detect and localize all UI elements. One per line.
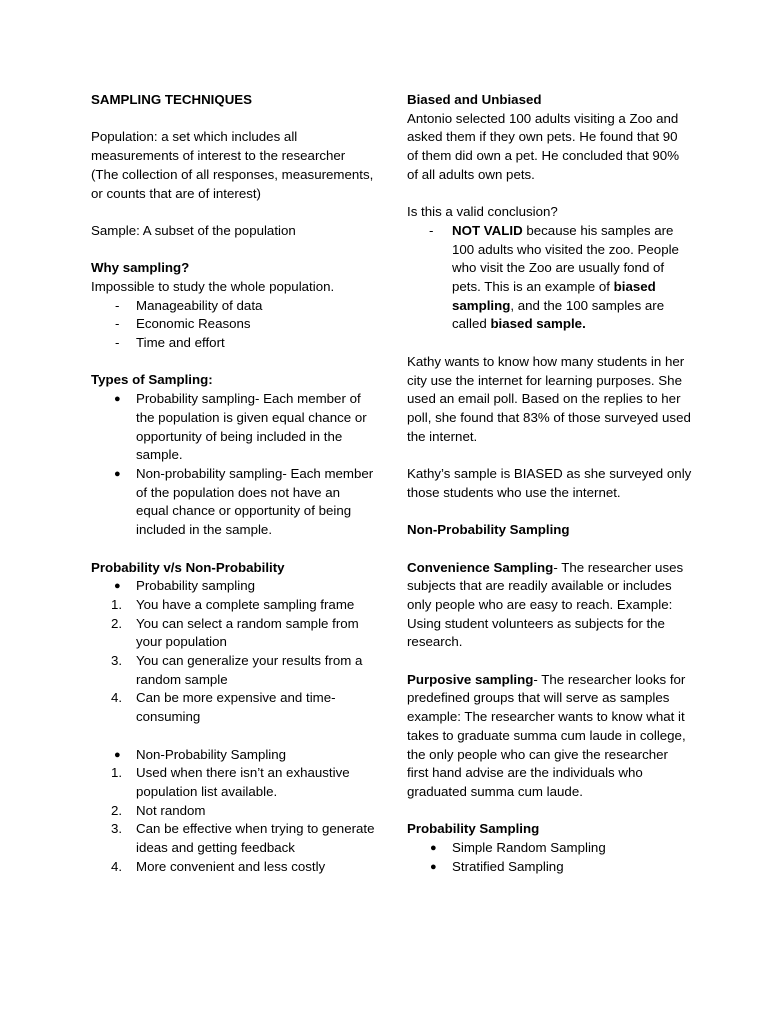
- number-marker: 2.: [111, 615, 123, 631]
- list-item-text: Economic Reasons: [136, 316, 251, 332]
- purposive-paragraph: [407, 671, 692, 708]
- why-sampling-heading: Why sampling?: [91, 260, 190, 276]
- list-item-text: Manageability of data: [136, 297, 263, 313]
- convenience-term: Convenience Sampling: [407, 559, 554, 575]
- why-sampling-text: Impossible to study the whole population.: [91, 278, 335, 294]
- number-marker: 3.: [111, 821, 123, 837]
- dash-marker: -: [115, 316, 120, 332]
- bullet-icon: ●: [430, 860, 437, 873]
- list-item-text: Non-probability sampling- Each member of the population does not have an equal chance or opportunity of being included in the sample.: [136, 466, 374, 538]
- list-item: [407, 839, 692, 858]
- comparison-heading: Probability v/s Non-Probability: [91, 559, 285, 575]
- number-marker: 3.: [111, 653, 123, 669]
- list-item-text: You have a complete sampling frame: [136, 596, 355, 612]
- biased-sampling-term: biased sampling: [452, 279, 656, 313]
- list-item-text: Probability sampling- Each member of the population is given equal chance or opportunity of being included in the sample.: [136, 391, 367, 463]
- list-item: [91, 596, 376, 615]
- probability-heading: Probability Sampling: [407, 821, 540, 837]
- types-heading: Types of Sampling:: [91, 372, 213, 388]
- list-item: [91, 390, 376, 465]
- kathy-paragraph: Kathy wants to know how many students in her city use the internet for learning purposes. She used an email poll. Based on the replies to her poll, she found that 83% of those surveyed used the internet.: [407, 353, 691, 444]
- number-marker: 1.: [111, 596, 123, 612]
- list-item-text: Can be effective when trying to generate ideas and getting feedback: [136, 821, 375, 856]
- number-marker: 1.: [111, 765, 123, 781]
- document-title: SAMPLING TECHNIQUES: [91, 92, 253, 107]
- list-item-text: Time and effort: [136, 335, 225, 351]
- bullet-icon: ●: [114, 748, 121, 761]
- convenience-text: - The researcher uses subjects that are readily available or includes only people who are easy to reach. Example: Using student volunteers as subjects for the research.: [407, 559, 684, 650]
- valid-question: Is this a valid conclusion?: [407, 204, 558, 220]
- list-item: [91, 315, 376, 334]
- list-item: [91, 820, 376, 857]
- left-column: [91, 91, 376, 876]
- list-item-text: You can select a random sample from your population: [136, 615, 359, 650]
- bullet-icon: ●: [114, 580, 121, 593]
- sample-definition: Sample: A subset of the population: [91, 222, 296, 238]
- list-item-text: Can be more expensive and time-consuming: [136, 690, 336, 725]
- list-item-text: Probability sampling: [136, 578, 255, 594]
- list-item: [91, 802, 376, 821]
- population-definition: Population: a set which includes all measurements of interest to the researcher (The collection of all responses, measurements, or counts that are of interest): [91, 129, 374, 201]
- purposive-term: Purposive sampling: [407, 671, 534, 687]
- not-valid-label: NOT VALID: [452, 222, 523, 238]
- not-valid-item: [407, 222, 692, 334]
- list-item-text: Not random: [136, 802, 206, 818]
- right-column: [407, 91, 692, 876]
- list-item-text: Simple Random Sampling: [452, 840, 606, 856]
- antonio-paragraph: Antonio selected 100 adults visiting a Zoo and asked them if they own pets. He found that 90 of them did own a pet. He concluded that 90% of all adults own pets.: [407, 110, 680, 182]
- number-marker: 2.: [111, 802, 123, 818]
- number-marker: 4.: [111, 858, 123, 874]
- list-item-text: You can generalize your results from a random sample: [136, 653, 363, 687]
- dash-marker: -: [115, 335, 120, 351]
- dash-marker: -: [429, 222, 434, 238]
- list-item: [91, 334, 376, 353]
- bullet-icon: ●: [430, 842, 437, 855]
- biased-sample-term: biased sample.: [490, 316, 586, 332]
- not-valid-text: because his samples are 100 adults who visited the zoo. People who visit the Zoo are usually fond of pets. This is an example of: [452, 222, 679, 295]
- bullet-icon: ●: [114, 393, 121, 406]
- list-item: [91, 577, 376, 596]
- number-marker: 4.: [111, 690, 123, 706]
- list-item-text: Stratified Sampling: [452, 858, 564, 874]
- list-item: [91, 297, 376, 316]
- biased-heading: Biased and Unbiased: [407, 92, 542, 107]
- purposive-example: example: The researcher wants to know what it takes to graduate summa cum laude in college, the only people who can give the researcher first hand advise are the individuals who graduated summa cum laude.: [407, 709, 686, 799]
- list-item: [91, 652, 376, 689]
- list-item: [91, 689, 376, 726]
- list-item: [91, 615, 376, 652]
- list-item: [407, 858, 692, 877]
- list-item: [91, 465, 376, 540]
- list-item: [91, 746, 376, 765]
- list-item-text: Used when there isn’t an exhaustive population list available.: [136, 765, 350, 799]
- list-item-text: More convenient and less costly: [136, 858, 326, 874]
- dash-marker: -: [115, 297, 120, 313]
- non-probability-heading: Non-Probability Sampling: [407, 522, 570, 538]
- convenience-paragraph: [407, 559, 692, 653]
- list-item: [91, 764, 376, 801]
- kathy-conclusion: Kathy’s sample is BIASED as she surveyed only those students who use the internet.: [407, 466, 692, 500]
- not-valid-text-2: , and the 100 samples are called: [452, 297, 665, 332]
- bullet-icon: ●: [114, 468, 121, 480]
- list-item-text: Non-Probability Sampling: [136, 746, 287, 762]
- list-item: [91, 858, 376, 877]
- purposive-text: - The researcher looks for predefined groups that will serve as samples: [407, 671, 686, 706]
